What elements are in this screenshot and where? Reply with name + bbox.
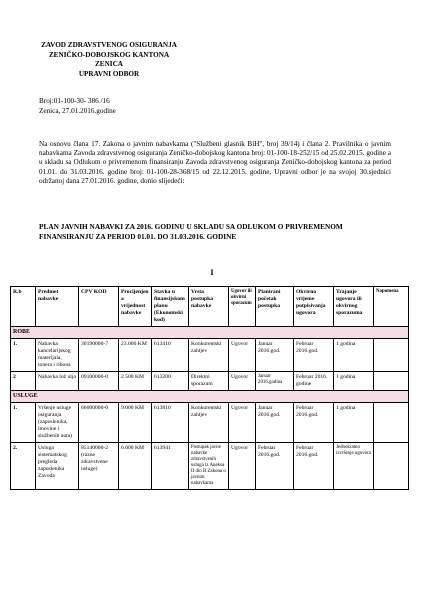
cell-napomena bbox=[374, 443, 409, 490]
header-line-1: ZAVOD ZDRAVSTVENOG OSIGURANJA bbox=[41, 41, 177, 49]
col-header-pocetak: Planirani početak postupka bbox=[256, 287, 294, 327]
cell-pocetak: Januar 2016.godina bbox=[256, 372, 294, 391]
section-numeral: I bbox=[210, 268, 214, 277]
col-header-napomena: Napomena bbox=[374, 287, 409, 327]
table-row bbox=[11, 372, 409, 391]
section-label-robe: ROBE bbox=[11, 327, 409, 339]
cell-postupak: Postupak javne nabavke zdravstvenih usluga iz Aneksa II dio B Zakona o javnim nabavkama bbox=[189, 443, 229, 490]
col-header-trajanje: Trajanje ugovora ili okvirnog sporazuma bbox=[334, 287, 374, 327]
cell-predmet: Usluga sistematskog pregleda zaposlenika Zavoda bbox=[36, 443, 79, 490]
cell-ugovor: Ugovor bbox=[229, 372, 256, 391]
cell-stavka: 613200 bbox=[152, 372, 189, 391]
cell-napomena bbox=[374, 403, 409, 443]
cell-ugovor: Ugovor bbox=[229, 339, 256, 372]
cell-pocetak: Februar 2016.god. bbox=[256, 443, 294, 490]
cell-cpv: 66000000-0 bbox=[79, 403, 119, 443]
cell-predmet: Nabavka kancelarijskog materijala, tonera i ribona bbox=[36, 339, 79, 372]
col-header-ugovor: Ugovor ili okvirni sporazum bbox=[229, 287, 256, 327]
col-header-rb: R.b bbox=[11, 287, 36, 327]
table-row bbox=[11, 339, 409, 372]
header-line-3: ZENICA bbox=[95, 60, 123, 69]
cell-stavka: 613941 bbox=[152, 443, 189, 490]
cell-rb: 1. bbox=[11, 403, 36, 443]
cell-postupak: Konkurentski zahtjev bbox=[189, 403, 229, 443]
cell-trajanje: 1 godina bbox=[334, 372, 374, 391]
cell-stavka: 613810 bbox=[152, 403, 189, 443]
cell-potpisivanje: Februar 2016.god. bbox=[294, 403, 334, 443]
document-place-date: Zenica, 27.01.2016.godine bbox=[39, 106, 116, 115]
cell-predmet: Nabavka lož ulja bbox=[36, 372, 79, 391]
section-row-robe bbox=[11, 327, 409, 339]
cell-rb: 2. bbox=[11, 443, 36, 490]
cell-cpv: 09100000-0 bbox=[79, 372, 119, 391]
institution-header bbox=[39, 41, 179, 79]
intro-paragraph: Na osnovu člana 17. Zakona o javnim nabavkama ("Službeni glasnik BiH", broj 39/14) i člana 2. Pravilnika o javnim nabavkama Zavoda zdravstvenog osiguranja Zeničko-dobojskog kantona broj: 01-100-18-252/15 od 25.02.2015. godine a u skladu sa Odlukom o privremenom finansiranju Zavoda zdravstvenog osiguranja Zeničko-dobojskog kantona za period 01.01. do 31.03.2016. godine broj: 01-100-28-368/15 od 22.12.2015. godine, Upravni odbor je na svojoj 30.sjednici održanoj dana 27.01.2016. godine, donio slijedeći: bbox=[39, 140, 391, 185]
document-number: Broj:01-100-30- 386 /16 bbox=[39, 97, 110, 105]
cell-pocetak: Januar 2016.god. bbox=[256, 403, 294, 443]
cell-cpv: 85140000-2 (razne zdravstvene usluge) bbox=[79, 443, 119, 490]
col-header-cpv: CPV KOD bbox=[79, 287, 119, 327]
cell-postupak: Konkurentski zahtjev bbox=[189, 339, 229, 372]
cell-cpv: 30190000-7 bbox=[79, 339, 119, 372]
cell-vrijednost: 23.000 KM bbox=[119, 339, 152, 372]
header-line-2: ZENIČKO-DOBOJSKOG KANTONA bbox=[48, 50, 170, 59]
table-row bbox=[11, 403, 409, 443]
cell-trajanje: 1 godina bbox=[334, 403, 374, 443]
col-header-vrijednost: Procijenjena vrijednost nabavke bbox=[119, 287, 152, 327]
header-line-4: UPRAVNI ODBOR bbox=[78, 69, 140, 78]
cell-rb: 2 bbox=[11, 372, 36, 391]
cell-potpisivanje: Februar 2016.god. bbox=[294, 443, 334, 490]
col-header-potpisivanje: Okvirno vrijeme potpisivanja ugovora bbox=[294, 287, 334, 327]
cell-trajanje: Jednokratno izvršenje ugovora bbox=[334, 443, 374, 490]
cell-potpisivanje: Februar 2016. godine bbox=[294, 372, 334, 391]
col-header-postupak: Vrsta postupka nabavke bbox=[189, 287, 229, 327]
section-label-usluge: USLUGE bbox=[11, 391, 409, 403]
cell-vrijednost: 6.000 KM bbox=[119, 443, 152, 490]
cell-napomena bbox=[374, 372, 409, 391]
cell-ugovor: Ugovor bbox=[229, 443, 256, 490]
cell-postupak: Direktni sporazum bbox=[189, 372, 229, 391]
col-header-stavka: Stavka u finansijskom planu (Ekonomski kod) bbox=[152, 287, 189, 327]
table-row bbox=[11, 443, 409, 490]
cell-ugovor: Ugovor bbox=[229, 403, 256, 443]
cell-pocetak: Januar 2016.god. bbox=[256, 339, 294, 372]
section-row-usluge bbox=[11, 391, 409, 403]
procurement-plan-table bbox=[10, 286, 409, 490]
cell-predmet: Vršenje usluge osiguranja (zaposlenika, imovine i službenih auta) bbox=[36, 403, 79, 443]
cell-vrijednost: 9.000 KM bbox=[119, 403, 152, 443]
document-meta bbox=[39, 97, 116, 116]
col-header-predmet: Predmet nabavke bbox=[36, 287, 79, 327]
cell-potpisivanje: Februar 2016.god. bbox=[294, 339, 334, 372]
cell-trajanje: 1 godina bbox=[334, 339, 374, 372]
cell-napomena bbox=[374, 339, 409, 372]
plan-title: PLAN JAVNIH NABAVKI ZA 2016. GODINU U SKLADU SA ODLUKOM O PRIVREMENOM FINANSIRANJU ZA PERIOD 01.01. DO 31.03.2016. GODINE bbox=[39, 222, 343, 241]
table-header-row bbox=[11, 287, 409, 327]
cell-vrijednost: 2.500 KM bbox=[119, 372, 152, 391]
cell-rb: 1. bbox=[11, 339, 36, 372]
cell-stavka: 613410 bbox=[152, 339, 189, 372]
